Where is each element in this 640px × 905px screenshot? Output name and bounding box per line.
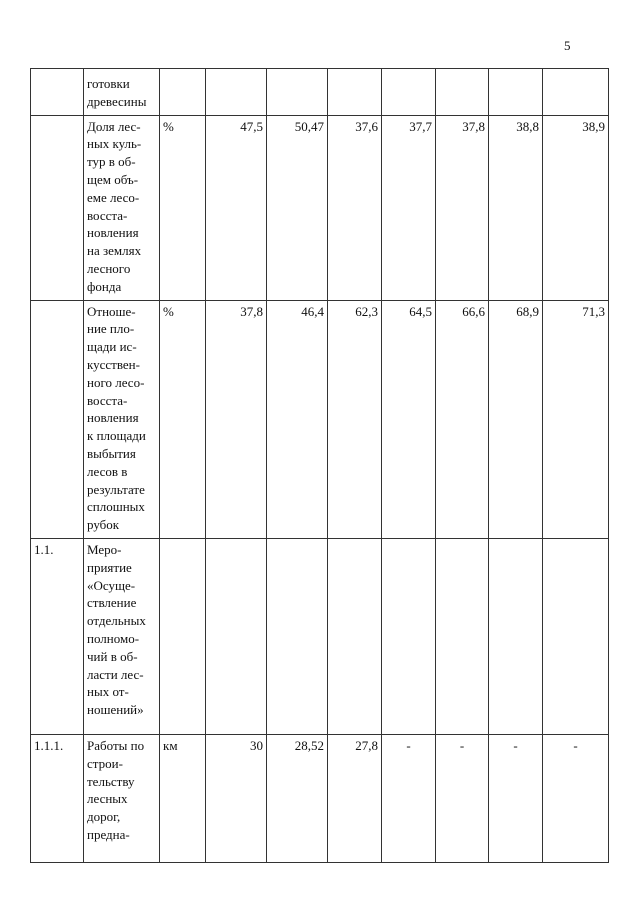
value-cell: 37,8 — [206, 300, 267, 538]
indicator-name-line: щади ис- — [87, 339, 137, 355]
value-cell — [489, 69, 543, 116]
indicator-name-line: Меро- — [87, 541, 122, 557]
indicator-name-line: щем объ- — [87, 171, 139, 187]
indicator-name-line: чий в об- — [87, 648, 138, 664]
indicator-name-cell — [84, 734, 160, 862]
indicator-name-line: еме лесо- — [87, 189, 140, 205]
indicator-name-line: тур в об- — [87, 154, 136, 170]
indicator-name-line: результате — [87, 481, 145, 497]
row-index-cell: 1.1. — [31, 538, 84, 734]
value-cell — [489, 538, 543, 734]
value-cell — [543, 69, 609, 116]
table-row — [31, 734, 609, 862]
indicator-name-line: лесов в — [87, 463, 128, 479]
value-cell: 71,3 — [543, 300, 609, 538]
indicator-name-line: ние пло- — [87, 321, 135, 337]
value-cell: 38,8 — [489, 115, 543, 300]
value-cell — [543, 538, 609, 734]
unit-cell: % — [160, 115, 206, 300]
indicator-name-line: рубок — [87, 517, 120, 533]
table-body — [31, 69, 609, 863]
indicator-name-line: ношений» — [87, 702, 144, 718]
indicator-name-line: Доля лес- — [87, 118, 141, 134]
value-cell — [206, 538, 267, 734]
value-cell: 62,3 — [328, 300, 382, 538]
value-cell — [267, 538, 328, 734]
indicator-name-line: готовки — [87, 76, 130, 91]
indicator-name-line: лесных — [87, 791, 128, 807]
indicator-name-line: отдельных — [87, 613, 146, 629]
indicator-name-line: «Осуще- — [87, 577, 136, 593]
indicator-name-line: фонда — [87, 278, 122, 294]
page-number: 5 — [564, 38, 571, 53]
value-cell: 30 — [206, 734, 267, 862]
indicator-name-line: восста- — [87, 392, 128, 408]
indicator-name-line: ных от- — [87, 684, 129, 700]
value-cell — [328, 538, 382, 734]
indicator-name-line: строи- — [87, 755, 123, 771]
value-cell: - — [436, 734, 489, 862]
indicator-name-line: ласти лес- — [87, 666, 144, 682]
value-cell: 50,47 — [267, 115, 328, 300]
indicator-name-line: на землях — [87, 243, 142, 259]
indicator-name-line: дорог, — [87, 809, 121, 825]
value-cell — [206, 69, 267, 116]
indicator-name-line: полномо- — [87, 630, 140, 646]
indicator-name-cell — [84, 300, 160, 538]
indicator-name-line: приятие — [87, 559, 132, 575]
indicator-name-line: новления — [87, 225, 139, 241]
table-row — [31, 300, 609, 538]
indicator-name-cell — [84, 538, 160, 734]
unit-cell — [160, 69, 206, 116]
indicator-name-cell — [84, 69, 160, 116]
row-index-cell — [31, 300, 84, 538]
value-cell: 28,52 — [267, 734, 328, 862]
value-cell: 37,8 — [436, 115, 489, 300]
value-cell — [328, 69, 382, 116]
table-row — [31, 115, 609, 300]
indicators-table — [30, 68, 609, 863]
table-row — [31, 69, 609, 116]
indicator-name-line: новления — [87, 410, 139, 426]
indicator-name-line: Работы по — [87, 737, 145, 753]
indicator-name-line: Отноше- — [87, 303, 136, 319]
indicator-name-line: древесины — [87, 93, 147, 109]
value-cell: 37,7 — [382, 115, 436, 300]
indicator-name-line: лесного — [87, 260, 131, 276]
value-cell: - — [543, 734, 609, 862]
row-index-cell — [31, 69, 84, 116]
indicator-name-line: тельству — [87, 773, 135, 789]
indicator-name-line: сплошных — [87, 499, 145, 515]
indicator-name-line: выбытия — [87, 445, 136, 461]
value-cell — [436, 538, 489, 734]
value-cell: 47,5 — [206, 115, 267, 300]
value-cell — [382, 538, 436, 734]
value-cell: 68,9 — [489, 300, 543, 538]
value-cell — [267, 69, 328, 116]
indicator-name-line: кусствен- — [87, 356, 140, 372]
row-index-cell — [31, 115, 84, 300]
indicator-name-line: ствление — [87, 595, 137, 611]
unit-cell: % — [160, 300, 206, 538]
value-cell: - — [382, 734, 436, 862]
value-cell: - — [489, 734, 543, 862]
unit-cell: км — [160, 734, 206, 862]
indicator-name-line: восста- — [87, 207, 128, 223]
value-cell: 38,9 — [543, 115, 609, 300]
indicator-name-line: ных куль- — [87, 136, 142, 152]
table-row — [31, 538, 609, 734]
indicator-name-cell — [84, 115, 160, 300]
unit-cell — [160, 538, 206, 734]
row-index-cell: 1.1.1. — [31, 734, 84, 862]
value-cell: 27,8 — [328, 734, 382, 862]
value-cell: 46,4 — [267, 300, 328, 538]
value-cell — [382, 69, 436, 116]
value-cell: 66,6 — [436, 300, 489, 538]
indicator-name-line: предна- — [87, 826, 130, 842]
value-cell — [436, 69, 489, 116]
value-cell: 64,5 — [382, 300, 436, 538]
indicator-name-line: к площади — [87, 428, 146, 444]
indicator-name-line: ного лесо- — [87, 374, 145, 390]
value-cell: 37,6 — [328, 115, 382, 300]
